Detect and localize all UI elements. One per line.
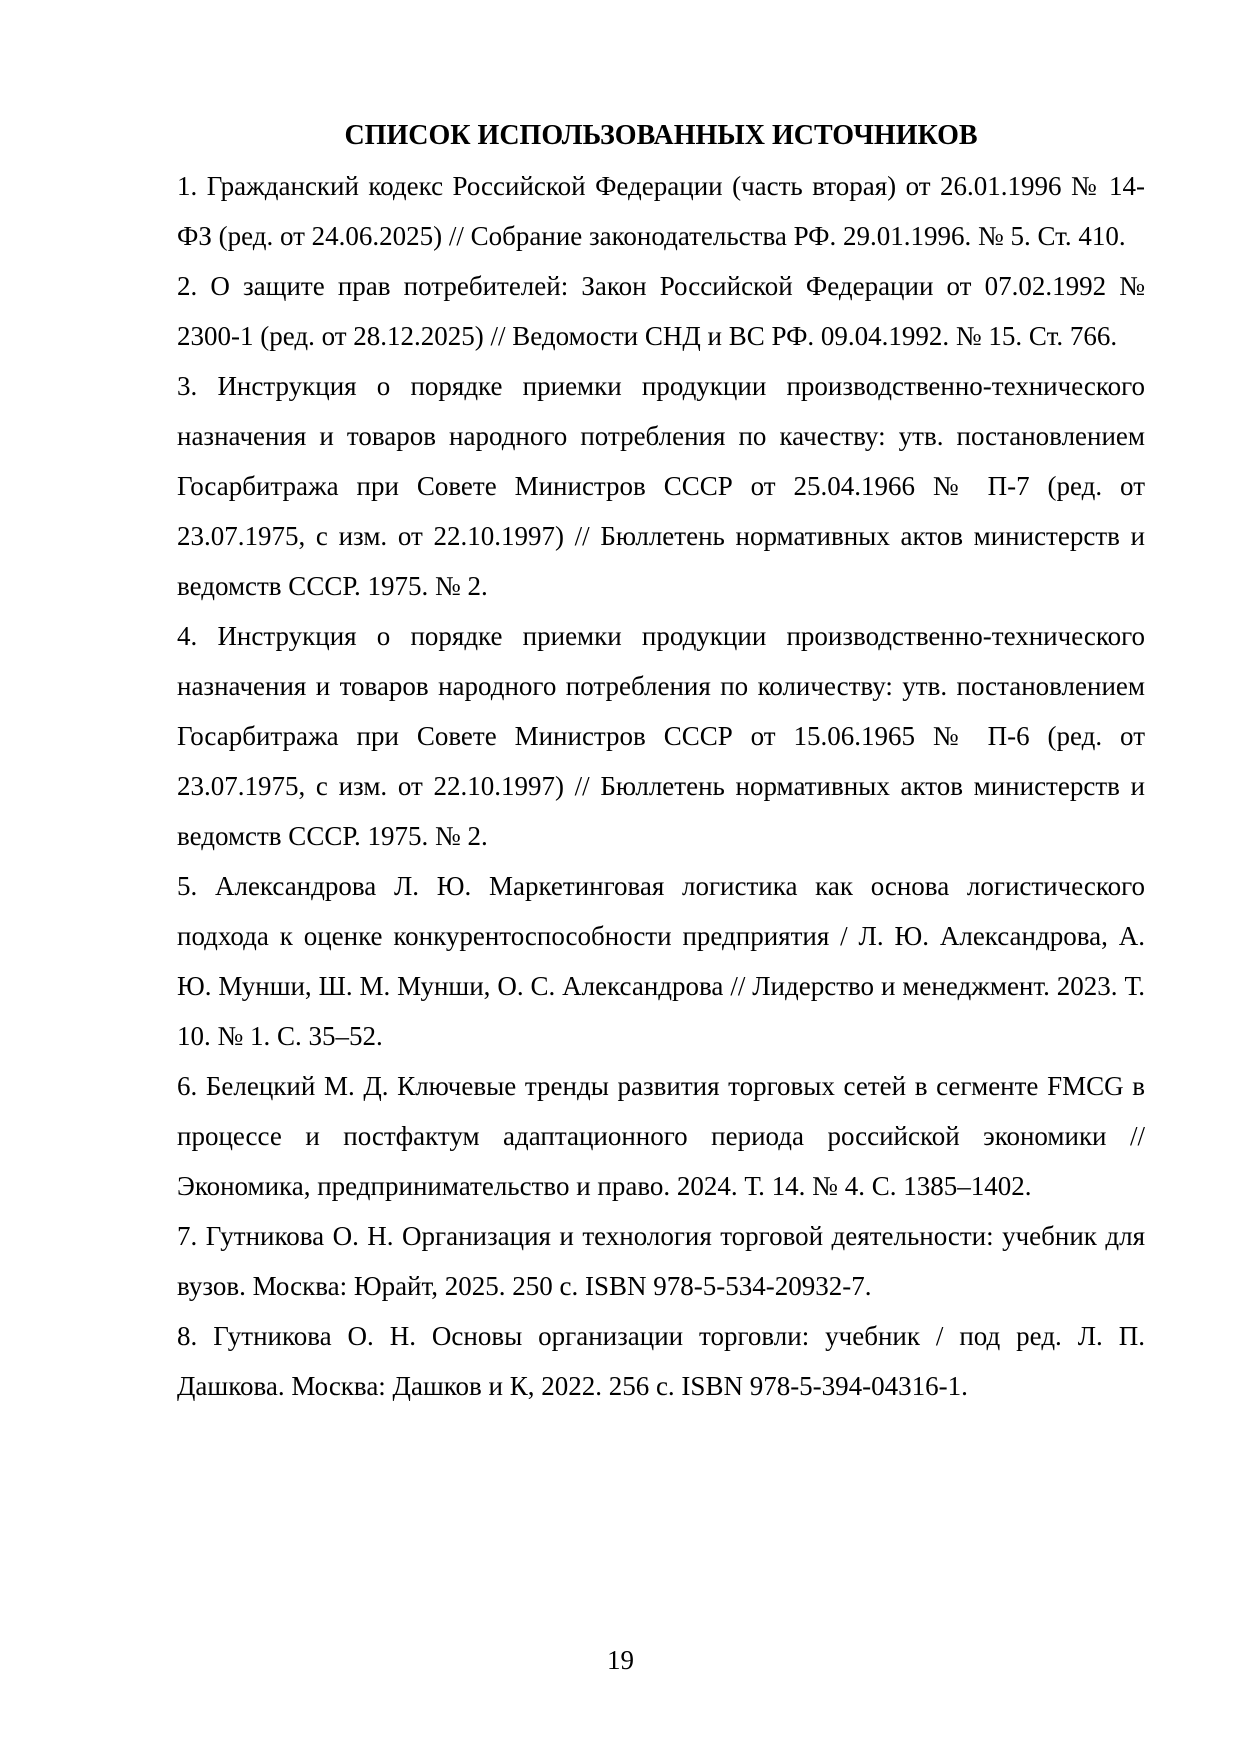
reference-list [177, 161, 1145, 1411]
references-heading: СПИСОК ИСПОЛЬЗОВАННЫХ ИСТОЧНИКОВ [344, 120, 978, 151]
reference-item: 2. О защите прав потребителей: Закон Российской Федерации от 07.02.1992 № 2300-1 (ред. от 28.12.2025) // Ведомости СНД и ВС РФ. 09.04.1992. № 15. Ст. 766. [177, 271, 1145, 351]
reference-item: 8. Гутникова О. Н. Основы организации торговли: учебник / под ред. Л. П. Дашкова. Москва: Дашков и К, 2022. 256 с. ISBN 978-5-394-04316-1. [177, 1321, 1145, 1401]
reference-item: 1. Гражданский кодекс Российской Федерации (часть вторая) от 26.01.1996 № 14-ФЗ (ред. от 24.06.2025) // Собрание законодательства РФ. 29.01.1996. № 5. Ст. 410. [177, 171, 1145, 251]
reference-item: 4. Инструкция о порядке приемки продукции производственно-технического назначения и товаров народного потребления по количеству: утв. постановлением Госарбитража при Совете Министров СССР от 15.06.1965 № П-6 (ред. от 23.07.1975, с изм. от 22.10.1997) // Бюллетень нормативных актов министерств и ведомств СССР. 1975. № 2. [177, 621, 1145, 851]
page-content [177, 116, 1145, 1411]
reference-item: 5. Александрова Л. Ю. Маркетинговая логистика как основа логистического подхода к оценке конкурентоспособности предприятия / Л. Ю. Александрова, А. Ю. Мунши, Ш. М. Мунши, О. С. Александрова // Лидерство и менеджмент. 2023. Т. 10. № 1. С. 35–52. [177, 871, 1145, 1051]
reference-item: 6. Белецкий М. Д. Ключевые тренды развития торговых сетей в сегменте FMCG в процессе и постфактум адаптационного периода российской экономики // Экономика, предпринимательство и право. 2024. Т. 14. № 4. С. 1385–1402. [177, 1071, 1145, 1201]
page-number: 19 [607, 1645, 634, 1675]
reference-item: 3. Инструкция о порядке приемки продукции производственно-технического назначения и товаров народного потребления по качеству: утв. постановлением Госарбитража при Совете Министров СССР от 25.04.1966 № П-7 (ред. от 23.07.1975, с изм. от 22.10.1997) // Бюллетень нормативных актов министерств и ведомств СССР. 1975. № 2. [177, 371, 1145, 601]
reference-item: 7. Гутникова О. Н. Организация и технология торговой деятельности: учебник для вузов. Москва: Юрайт, 2025. 250 с. ISBN 978-5-534-20932-7. [177, 1221, 1145, 1301]
